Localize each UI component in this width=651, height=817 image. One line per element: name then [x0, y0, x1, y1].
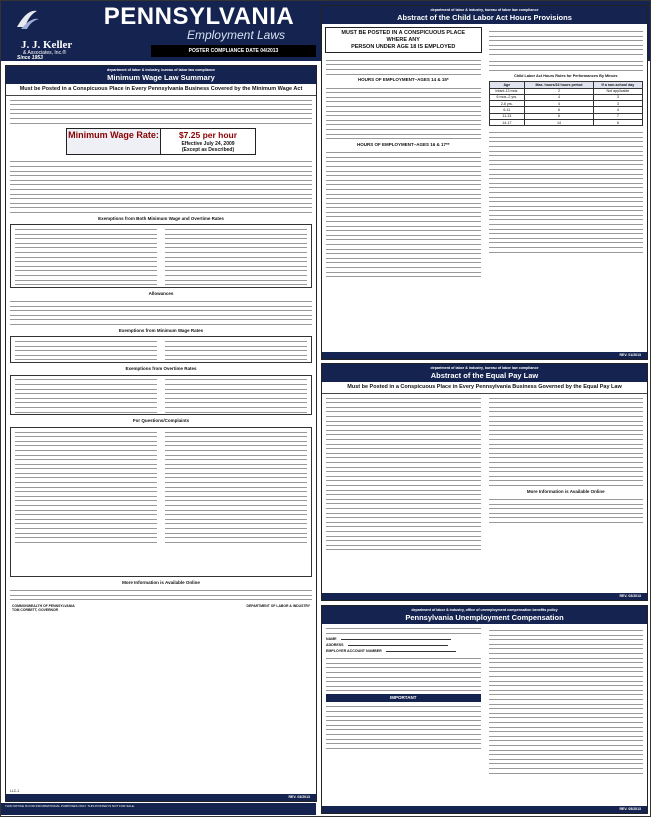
equal-pay-panel [321, 363, 648, 601]
child-labor-dept: department of labor & industry, bureau of labor law compliance [430, 8, 539, 12]
table-cell: 8 [593, 120, 642, 126]
table-header-non-school: If a non-school day [593, 82, 642, 88]
employer-label: EMPLOYER ACCOUNT NUMBER [326, 649, 382, 654]
logo-assoc: & Associates, Inc.® [23, 50, 67, 56]
child-labor-hours-table [489, 81, 644, 126]
unemployment-important: IMPORTANT [326, 694, 481, 701]
equal-pay-must-post: Must be Posted in a Conspicuous Place in Every Pennsylvania Business Governed by the Equal Pay Law [322, 382, 647, 394]
table-cell: 2 [525, 88, 594, 94]
child-labor-footer [322, 352, 647, 359]
commonwealth-label: COMMONWEALTH OF PENNSYLVANIA [12, 603, 75, 608]
child-labor-left [322, 24, 485, 279]
more-info-text [6, 586, 316, 602]
unemployment-body [322, 624, 647, 775]
poster-subtitle: Employment Laws [186, 28, 286, 42]
table-header-max-hours: Max. hours/24 hours period [525, 82, 594, 88]
more-info-heading: More Information is Available Online [122, 579, 200, 585]
equal-pay-rev: REV. 03/2013 [619, 594, 641, 598]
minimum-wage-footer [6, 794, 316, 801]
exemptions-both-box [10, 224, 312, 288]
name-label: NAME [326, 636, 337, 641]
child-labor-body [322, 24, 647, 279]
child-labor-must-line3: PERSON UNDER AGE 18 IS EMPLOYED [351, 43, 456, 50]
compliance-date: POSTER COMPLIANCE DATE 04/2013 [151, 45, 316, 57]
minimum-wage-rate-box [66, 128, 256, 154]
table-cell: 3 [593, 101, 642, 107]
table-row [489, 120, 643, 126]
hours-14-15-heading: HOURS OF EMPLOYMENT–AGES 14 & 15* [357, 77, 449, 83]
questions-box [10, 427, 312, 577]
child-labor-header [322, 6, 647, 24]
bottom-note-text: THIS NOTICE IS FOR INFORMATIONAL PURPOSES ONLY. THIS POSTER IS NOT FOR SALE. [5, 804, 135, 808]
minimum-wage-signature [6, 602, 316, 614]
table-cell: 6 [525, 113, 594, 119]
table-cell: 6-11 [489, 107, 525, 113]
minimum-wage-dept: department of labor & industry, bureau of labor law compliance [107, 68, 215, 72]
logo-name: J. J. Keller [21, 39, 73, 51]
unemployment-header [322, 606, 647, 624]
wage-amount: $7.25 per hour [178, 130, 238, 141]
child-labor-must-line1: MUST BE POSTED IN A CONSPICUOUS PLACE [341, 30, 466, 37]
table-cell: 6 [525, 107, 594, 113]
child-labor-table-heading: Child Labor Act Hours Rules for Performances By Minors [514, 73, 618, 78]
child-labor-rev: REV. 01/2013 [619, 353, 641, 357]
wage-except: (Except as Described) [181, 146, 235, 153]
exemptions-min-heading: Exemptions from Minimum Wage Rates [118, 327, 204, 333]
governor-label: TOM CORBETT, GOVERNOR [12, 607, 59, 612]
unemployment-title: Pennsylvania Unemployment Compensation [405, 613, 564, 623]
since-label: Since 1953 [17, 55, 43, 61]
wage-effective: Effective July 24, 2009 [181, 140, 235, 147]
allowances-text [6, 297, 316, 327]
questions-heading: For Questions/Complaints [132, 418, 190, 424]
child-labor-right [485, 24, 648, 279]
minimum-wage-title: Minimum Wage Law Summary [107, 73, 215, 83]
unemployment-footer [322, 806, 647, 813]
allowances-heading: Allowances [148, 290, 174, 296]
minimum-wage-intro-text [6, 96, 316, 126]
address-label: ADDRESS [326, 642, 344, 647]
child-labor-title: Abstract of the Child Labor Act Hours Provisions [397, 13, 572, 23]
exemptions-both-heading: Exemptions from Both Minimum Wage and Overtime Rates [98, 215, 224, 221]
minimum-wage-rev: REV. 03/2013 [288, 795, 310, 799]
equal-pay-body [322, 394, 647, 552]
equal-pay-dept: department of labor & industry, bureau of labor law compliance [430, 366, 539, 370]
table-cell: 14-17 [489, 120, 525, 126]
table-header-age: Age [489, 82, 525, 88]
table-cell: 7 [593, 113, 642, 119]
wage-rate-value [161, 129, 255, 153]
hours-16-17-heading: HOURS OF EMPLOYMENT–AGES 16 & 17** [356, 141, 450, 147]
equal-pay-more-info: More Information is Available Online [526, 488, 605, 494]
child-labor-panel [321, 5, 648, 360]
table-cell: 4 [525, 101, 594, 107]
equal-pay-title: Abstract of the Equal Pay Law [430, 371, 539, 381]
poster-bottom-note [1, 803, 316, 815]
exemptions-ot-heading: Exemptions from Overtime Rates [125, 366, 197, 372]
minimum-wage-definitions [6, 158, 316, 215]
dept-label: DEPARTMENT OF LABOR & INDUSTRY [246, 603, 310, 608]
unemployment-dept: department of labor & industry, office of unemployment compensation benefits policy [411, 608, 558, 612]
child-labor-must-line2: WHERE ANY [386, 36, 420, 43]
table-cell: Not applicable [593, 88, 642, 94]
minimum-wage-panel [5, 65, 317, 802]
table-cell: 4 [525, 94, 594, 100]
jj-keller-swirl-icon [13, 7, 41, 31]
table-cell: 11-13 [489, 113, 525, 119]
exemptions-ot-box [10, 375, 312, 416]
equal-pay-header [322, 364, 647, 382]
table-cell: 6 mos.-2 yrs. [489, 94, 525, 100]
table-cell: 4 [593, 107, 642, 113]
table-cell: 14 [525, 120, 594, 126]
state-title: PENNSYLVANIA [103, 3, 295, 30]
exemptions-min-box [10, 336, 312, 363]
child-labor-must-post [325, 27, 482, 53]
minimum-wage-code: LLC-1 [10, 788, 20, 793]
equal-pay-footer [322, 593, 647, 600]
table-cell: 2-6 yrs. [489, 101, 525, 107]
unemployment-panel [321, 605, 648, 814]
table-cell: Infant-13 mos. [489, 88, 525, 94]
wage-rate-label: Minimum Wage Rate: [67, 129, 161, 153]
company-logo [7, 5, 87, 57]
unemployment-rev: REV. 05/2013 [619, 807, 641, 811]
minimum-wage-header [6, 66, 316, 84]
table-cell: 3 [593, 94, 642, 100]
minimum-wage-must-post: Must be Posted in a Conspicuous Place in Every Pennsylvania Business Covered by the Minimum Wage Act [6, 84, 316, 96]
